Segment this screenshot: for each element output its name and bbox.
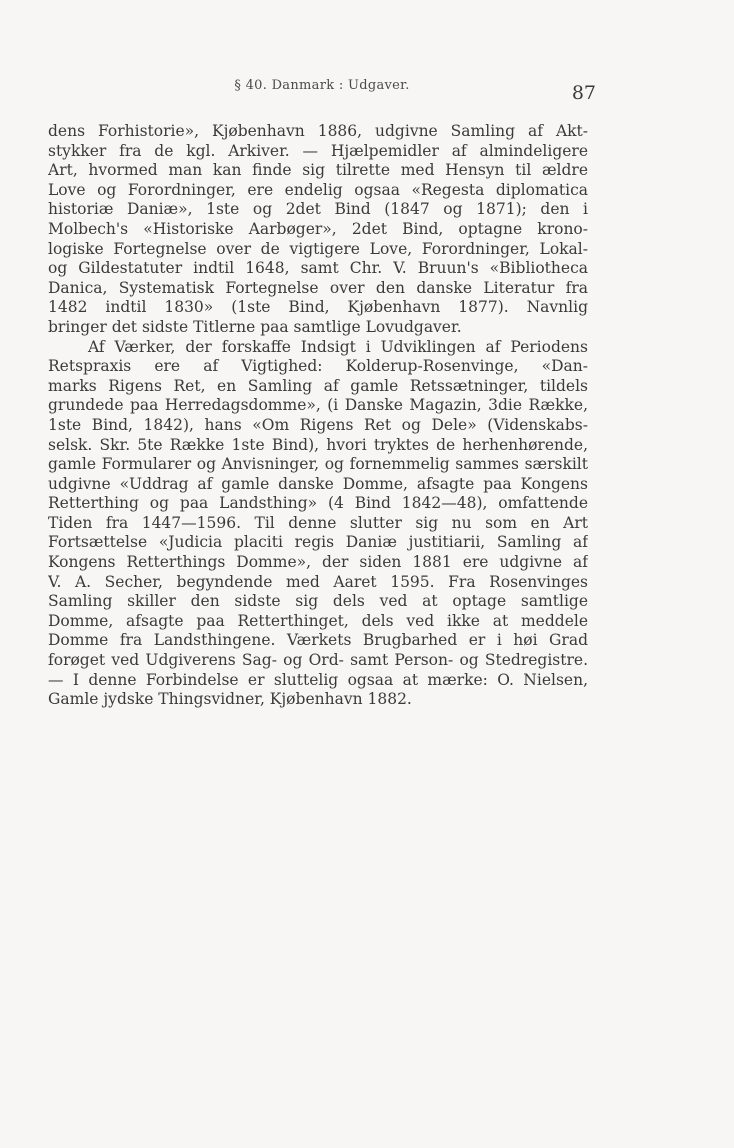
text-line: Molbech's «Historiske Aarbøger», 2det Bind, optagne krono- <box>48 219 588 238</box>
text-line: og Gildestatuter indtil 1648, samt Chr. V. Bruun's «Bibliotheca <box>48 259 588 278</box>
text-line: marks Rigens Ret, en Samling af gamle Retssætninger, tildels <box>48 376 588 395</box>
running-head: § 40. Danmark : Udgaver. <box>234 78 410 93</box>
page-header <box>48 78 596 102</box>
text-line: Love og Forordninger, ere endelig ogsaa «Regesta diplomatica <box>48 180 588 199</box>
text-line: Art, hvormed man kan finde sig tilrette med Hensyn til ældre <box>48 161 588 180</box>
text-line: Retspraxis ere af Vigtighed: Kolderup-Rosenvinge, «Dan- <box>48 357 588 376</box>
text-line: grundede paa Herredagsdomme», (i Danske Magazin, 3die Række, <box>48 396 588 415</box>
text-line: gamle Formularer og Anvisninger, og fornemmelig sammes særskilt <box>48 455 588 474</box>
text-line: Fortsættelse «Judicia placiti regis Daniæ justitiarii, Samling af <box>48 533 588 552</box>
text-line: forøget ved Udgiverens Sag- og Ord- samt Person- og Stedregistre. <box>48 651 588 670</box>
text-line: Tiden fra 1447—1596. Til denne slutter sig nu som en Art <box>48 513 588 532</box>
text-line: dens Forhistorie», Kjøbenhavn 1886, udgivne Samling af Akt- <box>48 122 588 140</box>
text-line: V. A. Secher, begyndende med Aaret 1595. Fra Rosenvinges <box>48 572 588 591</box>
text-line: Danica, Systematisk Fortegnelse over den danske Literatur fra <box>48 278 588 297</box>
text-line: Retterthing og paa Landsthing» (4 Bind 1842—48), omfattende <box>48 494 588 513</box>
text-line: 1ste Bind, 1842), hans «Om Rigens Ret og Dele» (Videnskabs- <box>48 415 588 434</box>
text-line: 1482 indtil 1830» (1ste Bind, Kjøbenhavn 1877). Navnlig <box>48 298 588 317</box>
paragraph-end-line: Gamle jydske Thingsvidner, Kjøbenhavn 1882. <box>48 690 412 709</box>
text-line: Kongens Retterthings Domme», der siden 1881 ere udgivne af <box>48 553 588 572</box>
text-line: selsk. Skr. 5te Række 1ste Bind), hvori tryktes de herhenhørende, <box>48 435 588 454</box>
body-text <box>48 122 588 710</box>
text-line: Domme, afsagte paa Retterthinget, dels ved ikke at meddele <box>48 611 588 630</box>
paragraph-end-line: bringer det sidste Titlerne paa samtlige Lovudgaver. <box>48 317 462 336</box>
text-line: historiæ Daniæ», 1ste og 2det Bind (1847 og 1871); den i <box>48 200 588 219</box>
text-line: stykker fra de kgl. Arkiver. — Hjælpemidler af almindeligere <box>48 141 588 160</box>
text-line: logiske Fortegnelse over de vigtigere Love, Forordninger, Lokal- <box>48 239 588 258</box>
text-line: udgivne «Uddrag af gamle danske Domme, afsagte paa Kongens <box>48 474 588 493</box>
text-line: Domme fra Landsthingene. Værkets Brugbarhed er i høi Grad <box>48 631 588 650</box>
text-line: Samling skiller den sidste sig dels ved at optage samtlige <box>48 592 588 611</box>
text-line: — I denne Forbindelse er sluttelig ogsaa at mærke: O. Nielsen, <box>48 670 588 689</box>
paragraph-start-line: Af Værker, der forskaffe Indsigt i Udviklingen af Periodens <box>88 337 588 356</box>
page-number: 87 <box>571 82 596 104</box>
